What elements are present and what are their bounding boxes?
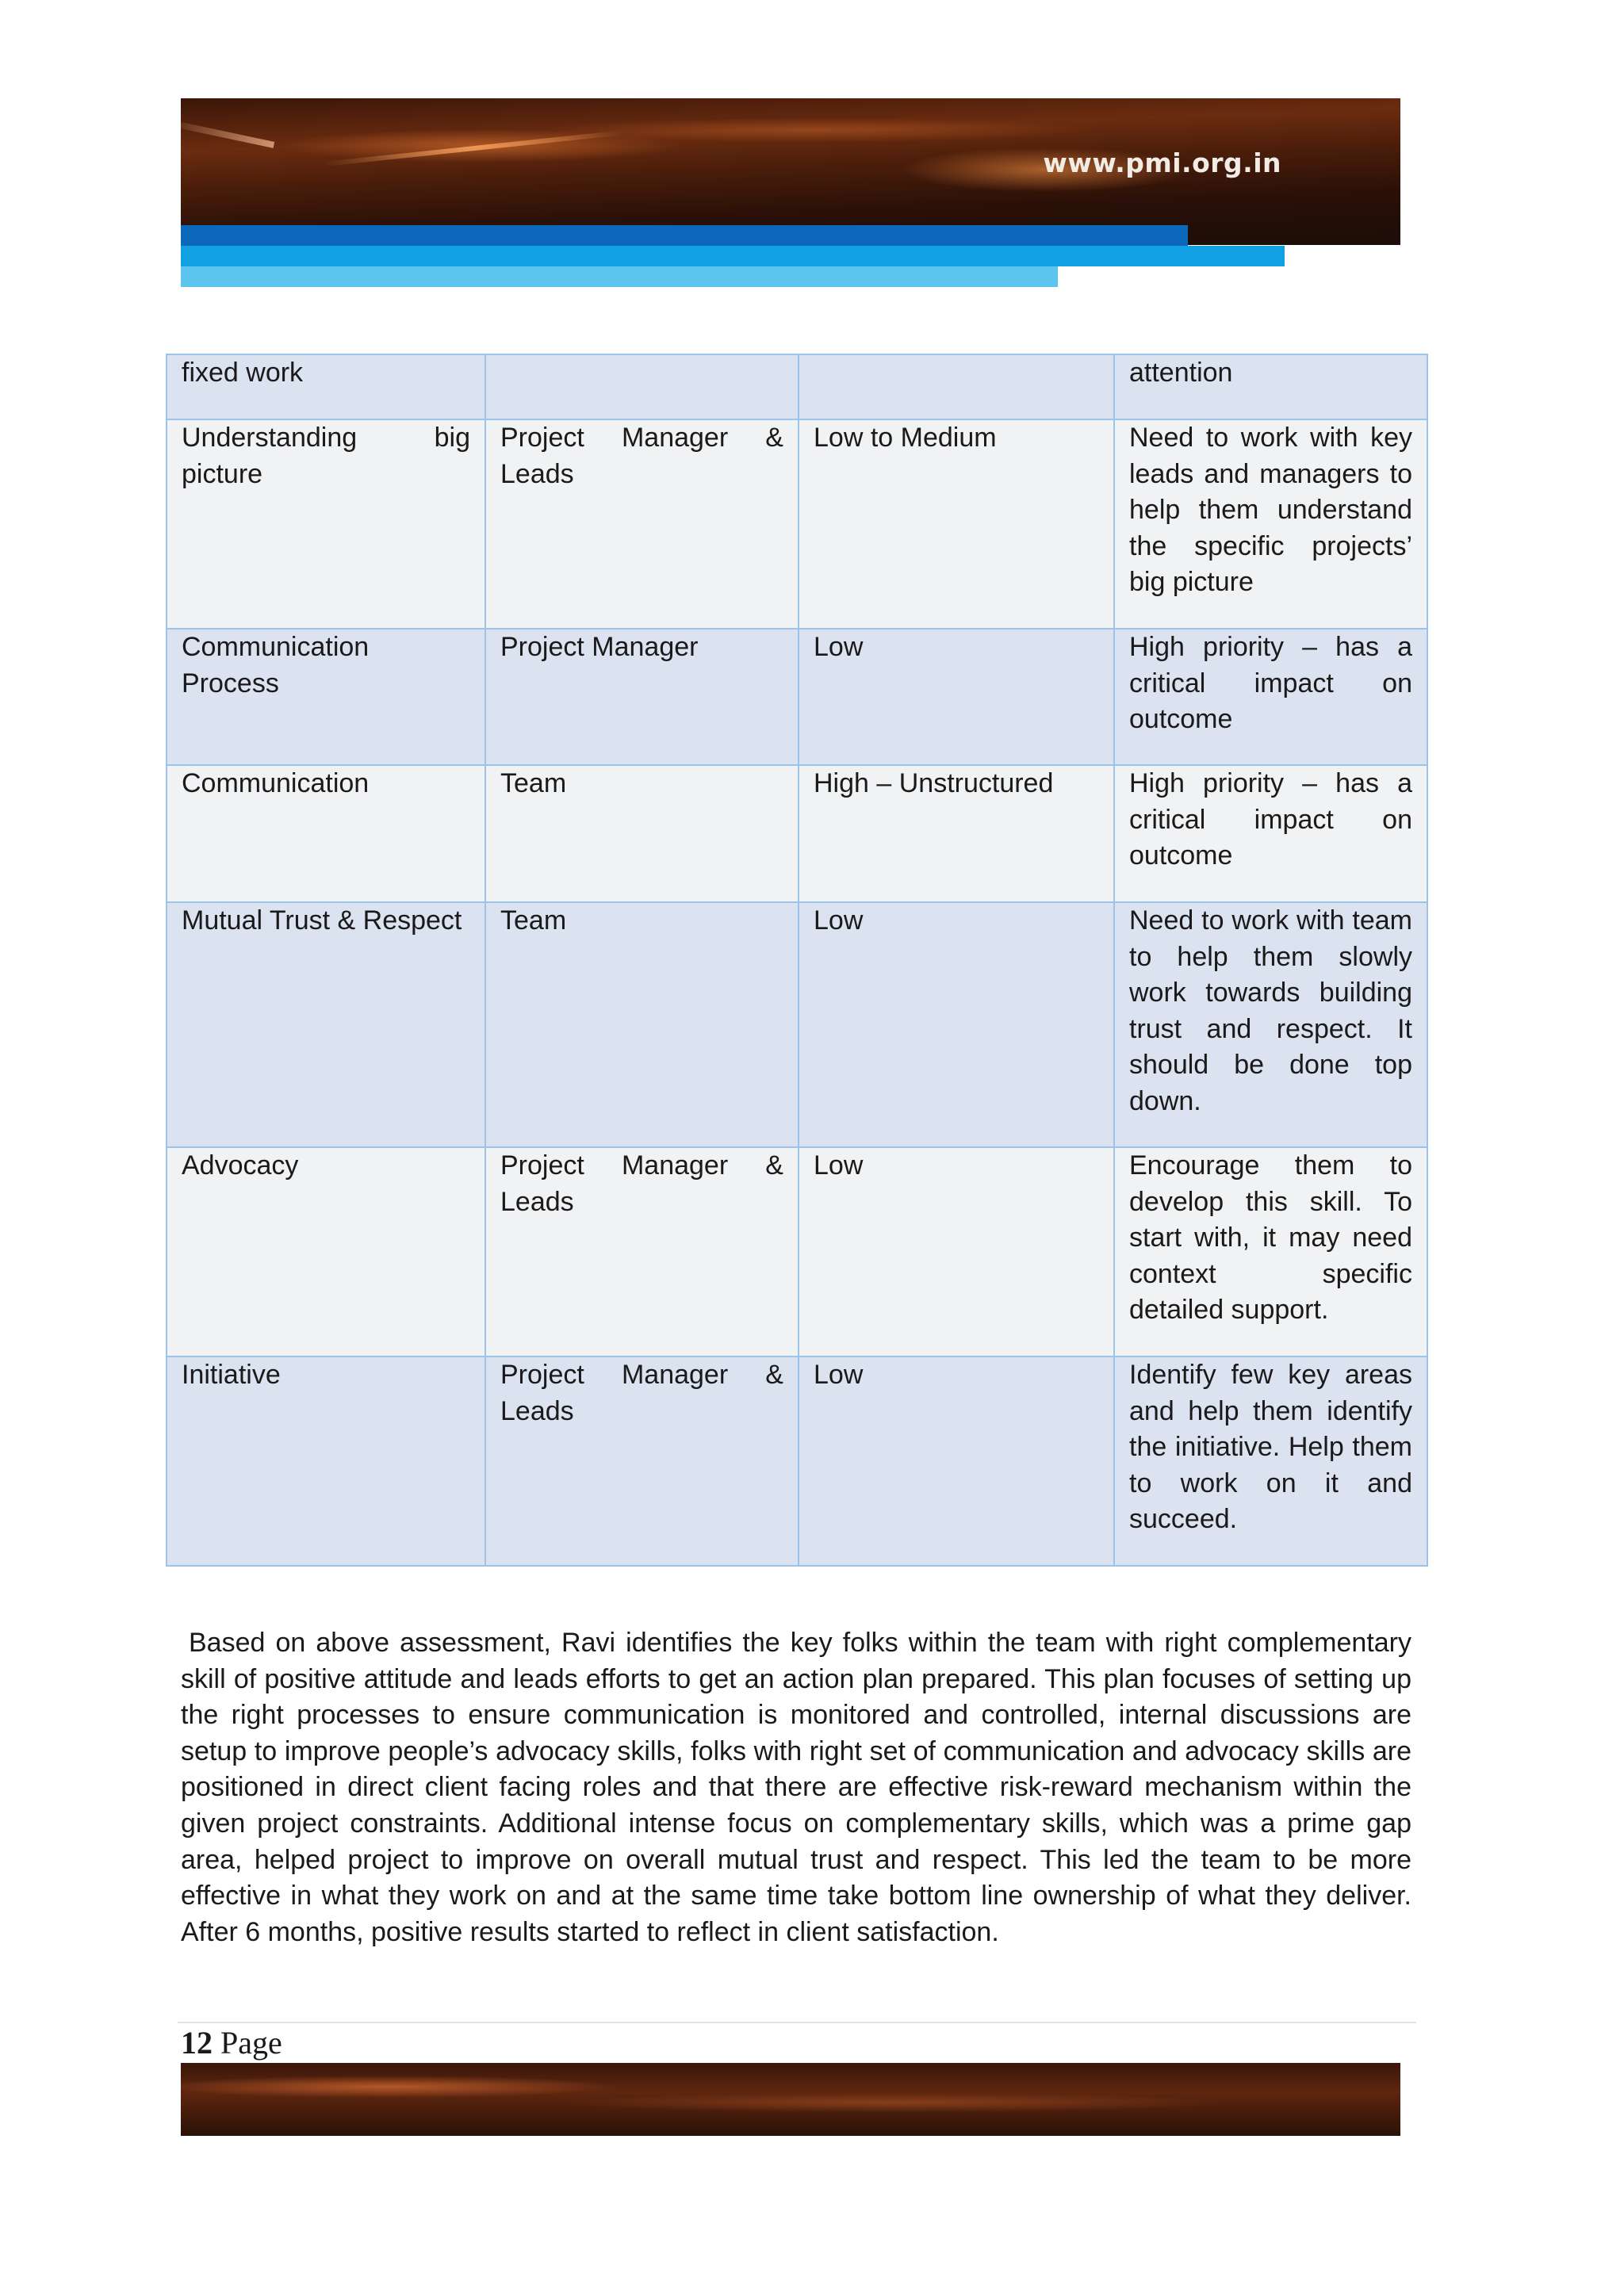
table-cell-level: Low [799, 1357, 1114, 1566]
footer-divider [178, 2022, 1416, 2023]
table-cell-action: High priority – has a critical impact on outcome [1114, 629, 1427, 765]
table-cell-level: High – Unstructured [799, 765, 1114, 902]
header-banner [181, 98, 1400, 245]
footer-banner [181, 2063, 1400, 2136]
table-row [167, 1357, 1427, 1566]
table-cell-area: fixed work [167, 354, 485, 419]
table-row [167, 1147, 1427, 1357]
header-url: www.pmi.org.in [1043, 147, 1281, 178]
table-cell-level: Low [799, 1147, 1114, 1357]
header-light-streak [324, 130, 625, 166]
page-word: Page [220, 2025, 282, 2061]
table-cell-area: Communication Process [167, 629, 485, 765]
table-cell-action: High priority – has a critical impact on outcome [1114, 765, 1427, 902]
table-cell-action: Encourage them to develop this skill. To start with, it may need context specific detailed support. [1114, 1147, 1427, 1357]
table-row [167, 765, 1427, 902]
table-cell-level: Low to Medium [799, 419, 1114, 629]
table-row [167, 629, 1427, 765]
table-cell-level [799, 354, 1114, 419]
table-cell-owner: Team [485, 902, 799, 1147]
table-row [167, 419, 1427, 629]
table-cell-level: Low [799, 629, 1114, 765]
page-number-label [181, 2024, 282, 2061]
table-cell-action: Need to work with team to help them slowly work towards building trust and respect. It should be done top down. [1114, 902, 1427, 1147]
table-cell-area: Understanding big picture [167, 419, 485, 629]
table-cell-area: Initiative [167, 1357, 485, 1566]
header-blue-stripe [181, 266, 1058, 287]
table-cell-owner: Team [485, 765, 799, 902]
table-row [167, 354, 1427, 419]
assessment-table [166, 354, 1428, 1567]
table-cell-area: Advocacy [167, 1147, 485, 1357]
table-cell-owner [485, 354, 799, 419]
header-light-streak [180, 122, 274, 148]
table-cell-level: Low [799, 902, 1114, 1147]
table-cell-owner: Project Manager [485, 629, 799, 765]
header-blue-stripe [181, 225, 1188, 246]
table-cell-owner: Project Manager & Leads [485, 1357, 799, 1566]
table-cell-action: Need to work with key leads and managers to help them understand the specific projects’ big picture [1114, 419, 1427, 629]
table-cell-action: attention [1114, 354, 1427, 419]
table-cell-owner: Project Manager & Leads [485, 1147, 799, 1357]
table-cell-area: Mutual Trust & Respect [167, 902, 485, 1147]
table-row [167, 902, 1427, 1147]
header-blue-stripe [181, 246, 1285, 266]
body-paragraph: Based on above assessment, Ravi identifies the key folks within the team with right complementary skill of positive attitude and leads efforts to get an action plan prepared. This plan focuses of setting up the right processes to ensure communication is monitored and controlled, internal discussions are setup to improve people’s advocacy skills, folks with right set of communication and advocacy skills are positioned in direct client facing roles and that there are effective risk-reward mechanism within the given project constraints. Additional intense focus on complementary skills, which was a prime gap area, helped project to improve on overall mutual trust and respect. This led the team to be more effective in what they work on and at the same time take bottom line ownership of what they deliver. After 6 months, positive results started to reflect in client satisfaction. [181, 1628, 1411, 1947]
table-cell-owner: Project Manager & Leads [485, 419, 799, 629]
page-number: 12 [181, 2025, 213, 2061]
table-cell-area: Communication [167, 765, 485, 902]
table-cell-action: Identify few key areas and help them identify the initiative. Help them to work on it and succeed. [1114, 1357, 1427, 1566]
